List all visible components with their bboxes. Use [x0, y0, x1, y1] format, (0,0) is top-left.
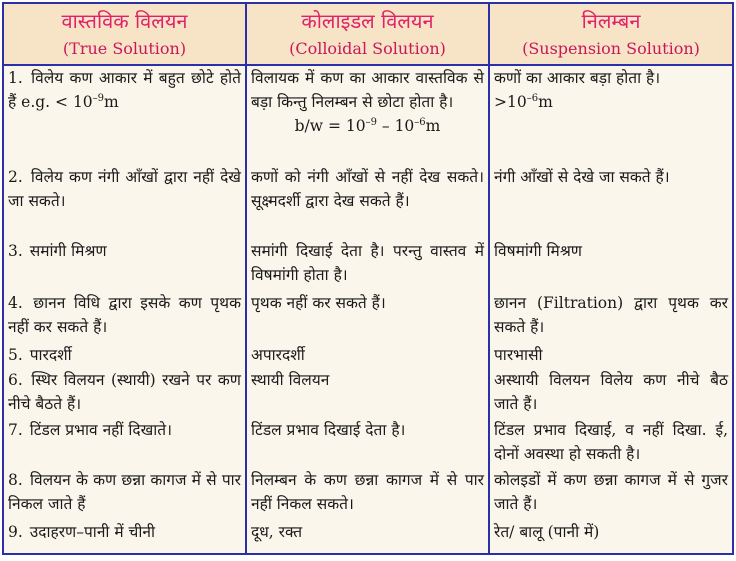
row-number: 8. [8, 471, 23, 489]
header-colloid-en: (Colloidal Solution) [289, 39, 446, 58]
cell-text: छानन (Filtration) द्वारा पृथक कर सकते हैं। [494, 294, 728, 336]
table-row [3, 418, 733, 468]
cell-true [3, 468, 246, 520]
cell-text: उदाहरण–पानी में चीनी [29, 523, 156, 541]
cell-suspension [489, 468, 733, 520]
row-number: 9. [8, 523, 23, 541]
cell-text: विलेय कण नंगी आँखों द्वारा नहीं देखे जा सकते। [8, 168, 241, 210]
unit: m [425, 117, 441, 135]
cell-text: पारदर्शी [29, 346, 72, 364]
cell-text: पारभासी [494, 346, 543, 364]
row-number: 3. [8, 242, 23, 260]
table-row [3, 165, 733, 239]
cell-colloid [246, 368, 489, 418]
header-row [3, 3, 733, 65]
row-number: 6. [8, 371, 23, 389]
cell-text: विलायक में कण का आकार वास्तविक से बड़ा किन्तु निलम्बन से छोटा होता है। [251, 69, 484, 111]
cell-text: छानन विधि द्वारा इसके कण पृथक नहीं कर सकते हैं। [8, 294, 241, 336]
cell-true [3, 368, 246, 418]
table-row [3, 468, 733, 520]
cell-true [3, 291, 246, 343]
header-susp-hi: निलम्बन [581, 9, 641, 33]
solutions-comparison-table [2, 2, 734, 555]
cell-text: अस्थायी विलयन विलेय कण नीचे बैठ जाते हैं। [494, 371, 728, 413]
formula-text: – 10 [376, 117, 415, 135]
table-row [3, 520, 733, 554]
cell-true [3, 520, 246, 554]
cell-suspension [489, 65, 733, 165]
table-row [3, 65, 733, 165]
cell-suspension [489, 418, 733, 468]
cell-text: स्थिर विलयन (स्थायी) रखने पर कण नीचे बैठते हैं। [8, 371, 241, 413]
cell-true [3, 418, 246, 468]
cell-text: पृथक नहीं कर सकते हैं। [251, 294, 386, 312]
cell-text: टिंडल प्रभाव दिखाई, व नहीं दिखा. ई, दोनों अवस्था हो सकती है। [494, 421, 728, 463]
formula-text: b/w = 10 [294, 117, 366, 135]
row-number: 5. [8, 346, 23, 364]
unit: m [104, 93, 119, 111]
cell-colloid [246, 291, 489, 343]
header-true-solution [3, 3, 246, 65]
cell-suspension [489, 239, 733, 291]
cell-text: अपारदर्शी [251, 346, 305, 364]
cell-text: रेत/ बालू (पानी में) [494, 523, 600, 541]
header-true-hi: वास्तविक विलयन [61, 9, 188, 33]
cell-colloid [246, 239, 489, 291]
row-number: 7. [8, 421, 23, 439]
header-susp-en: (Suspension Solution) [522, 39, 700, 58]
cell-colloid [246, 468, 489, 520]
cell-text: विलयन के कण छन्ना कागज में से पार निकल जाते हैं [8, 471, 241, 513]
unit: m [538, 93, 553, 111]
cell-text: निलम्बन के कण छन्ना कागज में से पार नहीं निकल सकते। [251, 471, 484, 513]
cell-text: विषमांगी मिश्रण [494, 242, 583, 260]
cell-colloid [246, 165, 489, 239]
cell-text: नंगी आँखों से देखे जा सकते हैं। [494, 168, 670, 186]
cell-colloid [246, 343, 489, 368]
header-colloid-hi: कोलाइडल विलयन [301, 9, 434, 33]
cell-suspension [489, 343, 733, 368]
cell-text: स्थायी विलयन [251, 371, 330, 389]
cell-true [3, 343, 246, 368]
exponent: –9 [92, 92, 105, 104]
cell-colloid [246, 520, 489, 554]
cell-text: कणों को नंगी आँखों से नहीं देख सकते। सूक्ष्मदर्शी द्वारा देख सकते हैं। [251, 168, 484, 210]
row-number: 2. [8, 168, 23, 186]
cell-true [3, 65, 246, 165]
cell-suspension [489, 520, 733, 554]
exponent: –6 [526, 92, 539, 104]
table-row [3, 291, 733, 343]
cell-text: समांगी दिखाई देता है। परन्तु वास्तव में विषमांगी होता है। [251, 242, 484, 284]
cell-suspension [489, 291, 733, 343]
cell-text: टिंडल प्रभाव दिखाई देता है। [251, 421, 406, 439]
formula-text: >10 [494, 93, 527, 111]
table-row [3, 239, 733, 291]
cell-true [3, 239, 246, 291]
cell-text: टिंडल प्रभाव नहीं दिखाते। [29, 421, 172, 439]
cell-true [3, 165, 246, 239]
cell-colloid [246, 418, 489, 468]
cell-text: कणों का आकार बड़ा होता है। [494, 69, 661, 87]
cell-colloid [246, 65, 489, 165]
header-true-en: (True Solution) [62, 39, 187, 58]
row-number: 1. [8, 69, 23, 87]
size-range-formula [251, 114, 484, 138]
row-number: 4. [8, 294, 23, 312]
cell-suspension [489, 368, 733, 418]
header-colloidal-solution [246, 3, 489, 65]
cell-text: विलेय कण आकार में बहुत छोटे होते हैं e.g. < 10 [8, 69, 241, 111]
cell-text: समांगी मिश्रण [29, 242, 107, 260]
exponent: –6 [414, 116, 426, 128]
cell-suspension [489, 165, 733, 239]
cell-text: कोलइडों में कण छन्ना कागज में से गुजर जाते हैं। [494, 471, 728, 513]
table-row [3, 368, 733, 418]
exponent: –9 [365, 116, 377, 128]
cell-text: दूध, रक्त [251, 523, 303, 541]
table-row [3, 343, 733, 368]
header-suspension [489, 3, 733, 65]
